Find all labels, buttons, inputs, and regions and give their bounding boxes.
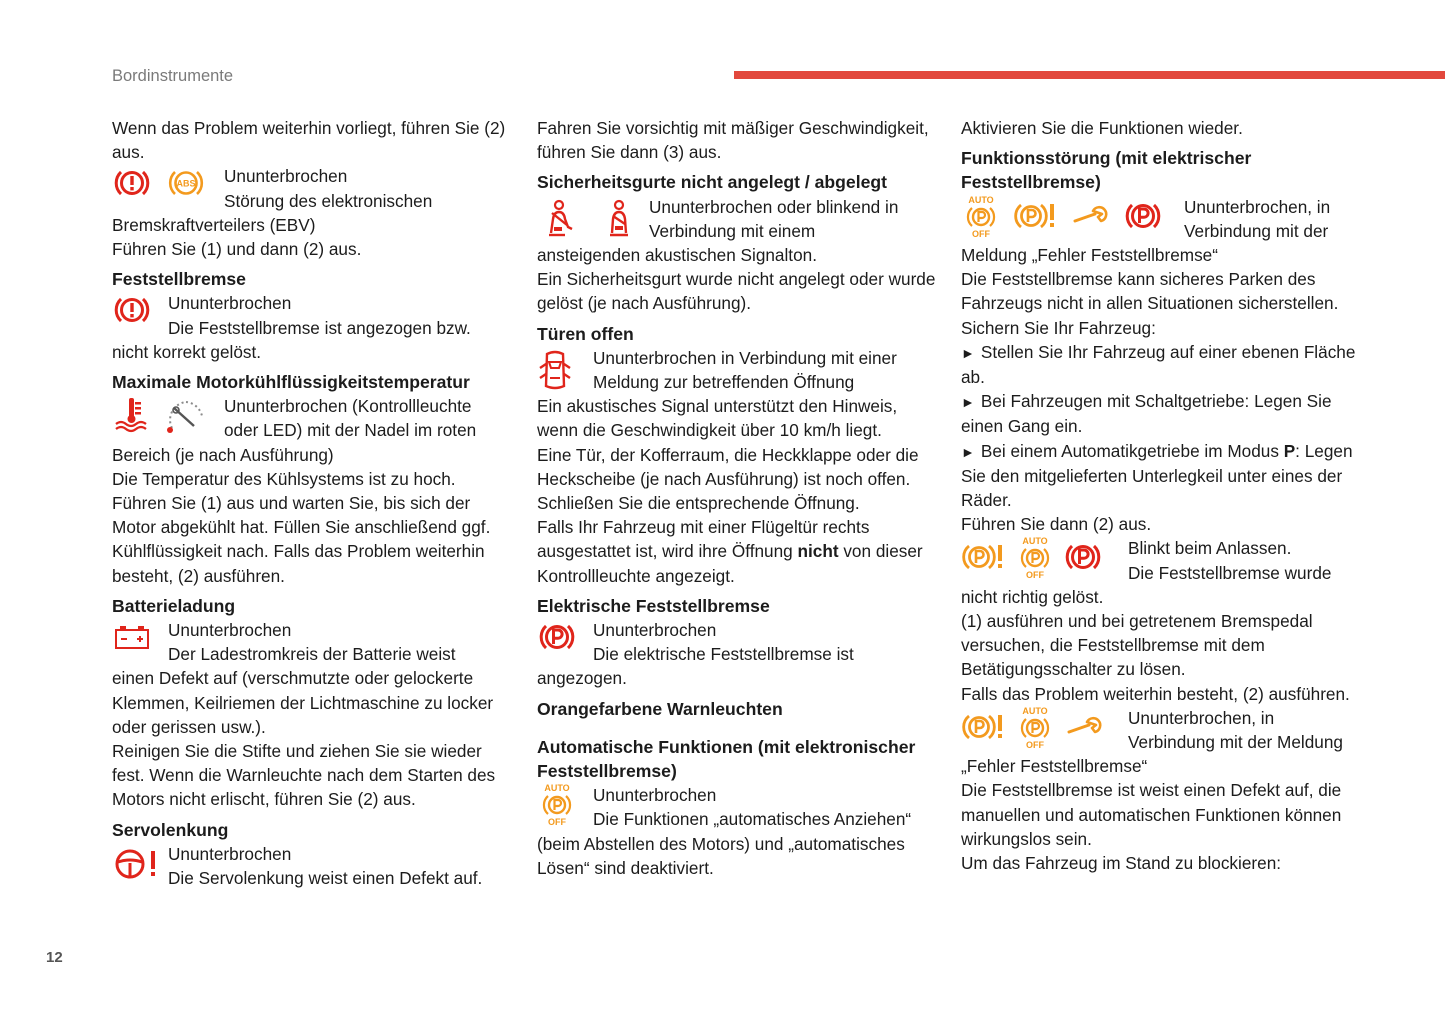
fault-bullet-2-text: Bei Fahrzeugen mit Schaltgetriebe: Legen Sie einen Gang ein.	[961, 391, 1332, 437]
header-title: Bordinstrumente	[112, 67, 234, 85]
doors-line-6c: von dieser Kontrollleuchte angezeigt.	[537, 541, 923, 586]
seatbelt-title: Sicherheitsgurte nicht angelegt / abgelegt	[537, 172, 887, 193]
brake-warning-icon	[112, 166, 152, 200]
electric-parking-brake-icon	[1063, 536, 1103, 574]
coolant-title: Maximale Motorkühlflüssigkeitstemperatur	[112, 372, 470, 393]
parking-line-3: nicht korrekt gelöst.	[112, 341, 262, 362]
doors-block	[537, 346, 937, 394]
ebv-line-4: Führen Sie (1) und dann (2) aus.	[112, 239, 362, 260]
rear-seatbelt-icon	[601, 199, 637, 239]
parking-brake-fault-icon	[1013, 195, 1061, 233]
abs-icon	[166, 166, 206, 200]
auto-line-1: Ununterbrochen	[593, 785, 717, 806]
header-accent-bar	[734, 71, 1445, 79]
battery-title: Batterieladung	[112, 595, 236, 616]
fault-bullet-3-bold: P	[1283, 440, 1296, 461]
epb-line-3: angezogen.	[537, 668, 627, 689]
doors-line-1: Ununterbrochen in Verbindung mit einer	[593, 347, 897, 368]
auto-park-off-icon	[961, 195, 1001, 239]
col2-intro: Fahren Sie vorsichtig mit mäßiger Geschwindigkeit, führen Sie dann (3) aus.	[537, 118, 929, 163]
blink-line-2: Die Feststellbremse wurde	[1128, 562, 1332, 583]
doors-line-6	[537, 515, 937, 588]
coolant-line-2: oder LED) mit der Nadel im roten	[224, 420, 477, 441]
battery-line-2: Der Ladestromkreis der Batterie weist	[168, 644, 456, 665]
col3-intro: Aktivieren Sie die Funktionen wieder.	[961, 118, 1243, 138]
battery-line-1: Ununterbrochen	[168, 620, 292, 641]
bullet-arrow: ►	[961, 443, 975, 460]
doors-line-6-bold: nicht	[797, 541, 839, 562]
fault-line-1: Ununterbrochen, in	[1184, 196, 1331, 217]
wrench-icon	[1065, 706, 1109, 742]
battery-block	[112, 618, 512, 666]
ebv-block	[112, 164, 512, 212]
parking-brake-icon	[112, 293, 152, 327]
electric-parking-brake-icon	[1123, 195, 1163, 233]
fault-bullet-1-text: Stellen Sie Ihr Fahrzeug auf einer ebenen Fläche ab.	[961, 341, 1356, 388]
fault-line-2: Verbindung mit der	[1184, 220, 1329, 241]
parking-brake-fault-icon	[961, 536, 1009, 574]
defect-line-4: Die Feststellbremse ist weist einen Defekt auf, die manuellen und automatischen Funktionen können wirkungslos sein.	[961, 780, 1342, 849]
seatbelt-line-4: Ein Sicherheitsgurt wurde nicht angelegt oder wurde gelöst (je nach Ausführung).	[537, 269, 936, 314]
fault-line-6: Führen Sie dann (2) aus.	[961, 514, 1152, 535]
steering-line-2: Die Servolenkung weist einen Defekt auf.	[168, 868, 483, 889]
auto-park-off-icon	[1015, 706, 1055, 750]
blink-line-5: Falls das Problem weiterhin besteht, (2) ausführen.	[961, 683, 1350, 704]
blink-block	[961, 536, 1366, 584]
battery-line-3: einen Defekt auf (verschmutzte oder gelockerte Klemmen, Keilriemen der Lichtmaschine zu locker oder gerissen usw.).	[112, 668, 494, 737]
electric-parking-brake-icon	[537, 620, 577, 654]
auto-park-off-icon	[537, 783, 577, 827]
parking-line-1: Ununterbrochen	[168, 293, 292, 314]
coolant-line-1: Ununterbrochen (Kontrollleuchte	[224, 396, 472, 417]
auto-functions-block	[537, 783, 937, 831]
steering-line-1: Ununterbrochen	[168, 843, 292, 864]
epb-line-2: Die elektrische Feststellbremse ist	[593, 644, 854, 665]
parking-line-2: Die Feststellbremse ist angezogen bzw.	[168, 317, 471, 338]
auto-park-off-icon	[1015, 536, 1055, 580]
seatbelt-block	[537, 195, 937, 243]
parking-brake-block	[112, 291, 512, 339]
blink-line-4: (1) ausführen und bei getretenem Bremspedal versuchen, die Feststellbremse mit dem Betätigungsschalter zu lösen.	[961, 611, 1313, 680]
defect-line-1: Ununterbrochen, in	[1128, 707, 1275, 728]
doors-line-2: Meldung zur betreffenden Öffnung	[593, 372, 855, 393]
coolant-line-3: Bereich (je nach Ausführung)	[112, 444, 334, 465]
seatbelt-icon	[541, 199, 577, 239]
ebv-line-3: Bremskraftverteilers (EBV)	[112, 214, 316, 235]
epb-block	[537, 618, 937, 666]
battery-icon	[112, 622, 152, 654]
column-3	[961, 116, 1366, 875]
epb-title: Elektrische Feststellbremse	[537, 595, 770, 616]
steering-block	[112, 842, 512, 890]
ebv-line-2: Störung des elektronischen	[224, 190, 433, 211]
seatbelt-line-3: ansteigenden akustischen Signalton.	[537, 245, 817, 266]
defect-line-2: Verbindung mit der Meldung	[1128, 732, 1343, 753]
steering-title: Servolenkung	[112, 819, 229, 840]
fault-line-3: Meldung „Fehler Feststellbremse“	[961, 245, 1218, 266]
coolant-temperature-icon	[112, 394, 152, 434]
wrench-icon	[1071, 195, 1115, 231]
auto-functions-title: Automatische Funktionen (mit elektronischer Feststellbremse)	[537, 736, 916, 782]
battery-line-4: Reinigen Sie die Stifte und ziehen Sie sie wieder fest. Wenn die Warnleuchte nach dem Starten des Motors nicht erlischt, führen Sie (2) aus.	[112, 741, 496, 810]
fault-bullet-3a: Bei einem Automatikgetriebe im Modus	[980, 440, 1284, 461]
blink-line-1: Blinkt beim Anlassen.	[1128, 538, 1292, 559]
fault-bullet-2	[961, 389, 1366, 438]
coolant-block	[112, 394, 512, 442]
seatbelt-line-1: Ununterbrochen oder blinkend in	[649, 196, 899, 217]
doors-title: Türen offen	[537, 323, 634, 344]
page-number: 12	[46, 949, 63, 966]
parking-brake-fault-icon	[961, 706, 1009, 744]
defect-line-5: Um das Fahrzeug im Stand zu blockieren:	[961, 853, 1282, 874]
temperature-gauge-icon	[164, 394, 208, 434]
parking-brake-title: Feststellbremse	[112, 269, 246, 290]
doors-line-3: Ein akustisches Signal unterstützt den Hinweis, wenn die Geschwindigkeit über 10 km/h liegt.	[537, 396, 898, 441]
defect-block	[961, 706, 1366, 754]
bullet-arrow: ►	[961, 344, 975, 361]
column-2	[537, 116, 937, 880]
auto-line-2: Die Funktionen „automatisches Anziehen“	[593, 809, 912, 830]
orange-lamps-title: Orangefarbene Warnleuchten	[537, 698, 783, 719]
doors-line-4: Eine Tür, der Kofferraum, die Heckklappe oder die Heckscheibe (je nach Ausführung) ist noch offen.	[537, 444, 919, 489]
fault-bullet-1	[961, 340, 1366, 389]
fault-bullet-3c: : Legen Sie den mitgelieferten Unterlegkeil unter eines der Räder.	[961, 440, 1353, 511]
coolant-line-4: Die Temperatur des Kühlsystems ist zu hoch. Führen Sie (1) aus und warten Sie, bis sich der Motor abgekühlt hat. Füllen Sie anschließend ggf. Kühlflüssigkeit nach. Falls das Problem weiterhin besteht, (2) ausführen.	[112, 468, 491, 586]
blink-line-3: nicht richtig gelöst.	[961, 586, 1104, 607]
fault-block	[961, 195, 1366, 243]
door-open-icon	[537, 348, 573, 392]
col1-intro: Wenn das Problem weiterhin vorliegt, führen Sie (2) aus.	[112, 118, 506, 163]
fault-line-5: Sichern Sie Ihr Fahrzeug:	[961, 317, 1156, 338]
bullet-arrow: ►	[961, 394, 975, 411]
seatbelt-line-2: Verbindung mit einem	[649, 220, 816, 241]
epb-line-1: Ununterbrochen	[593, 620, 717, 641]
auto-line-3: (beim Abstellen des Motors) und „automatisches Lösen“ sind deaktiviert.	[537, 833, 905, 878]
power-steering-icon	[112, 846, 160, 882]
ebv-line-1: Ununterbrochen	[224, 166, 348, 187]
doors-line-5: Schließen Sie die entsprechende Öffnung.	[537, 493, 860, 514]
fault-line-4: Die Feststellbremse kann sicheres Parken des Fahrzeugs nicht in allen Situationen sicherstellen.	[961, 269, 1339, 314]
column-1	[112, 116, 512, 890]
fault-title: Funktionsstörung (mit elektrischer Feststellbremse)	[961, 148, 1252, 193]
defect-line-3: „Fehler Feststellbremse“	[961, 756, 1148, 777]
fault-bullet-3	[961, 439, 1366, 513]
doors-line-6a: Falls Ihr Fahrzeug mit einer Flügeltür rechts ausgestattet ist, wird ihre Öffnung	[537, 517, 870, 562]
